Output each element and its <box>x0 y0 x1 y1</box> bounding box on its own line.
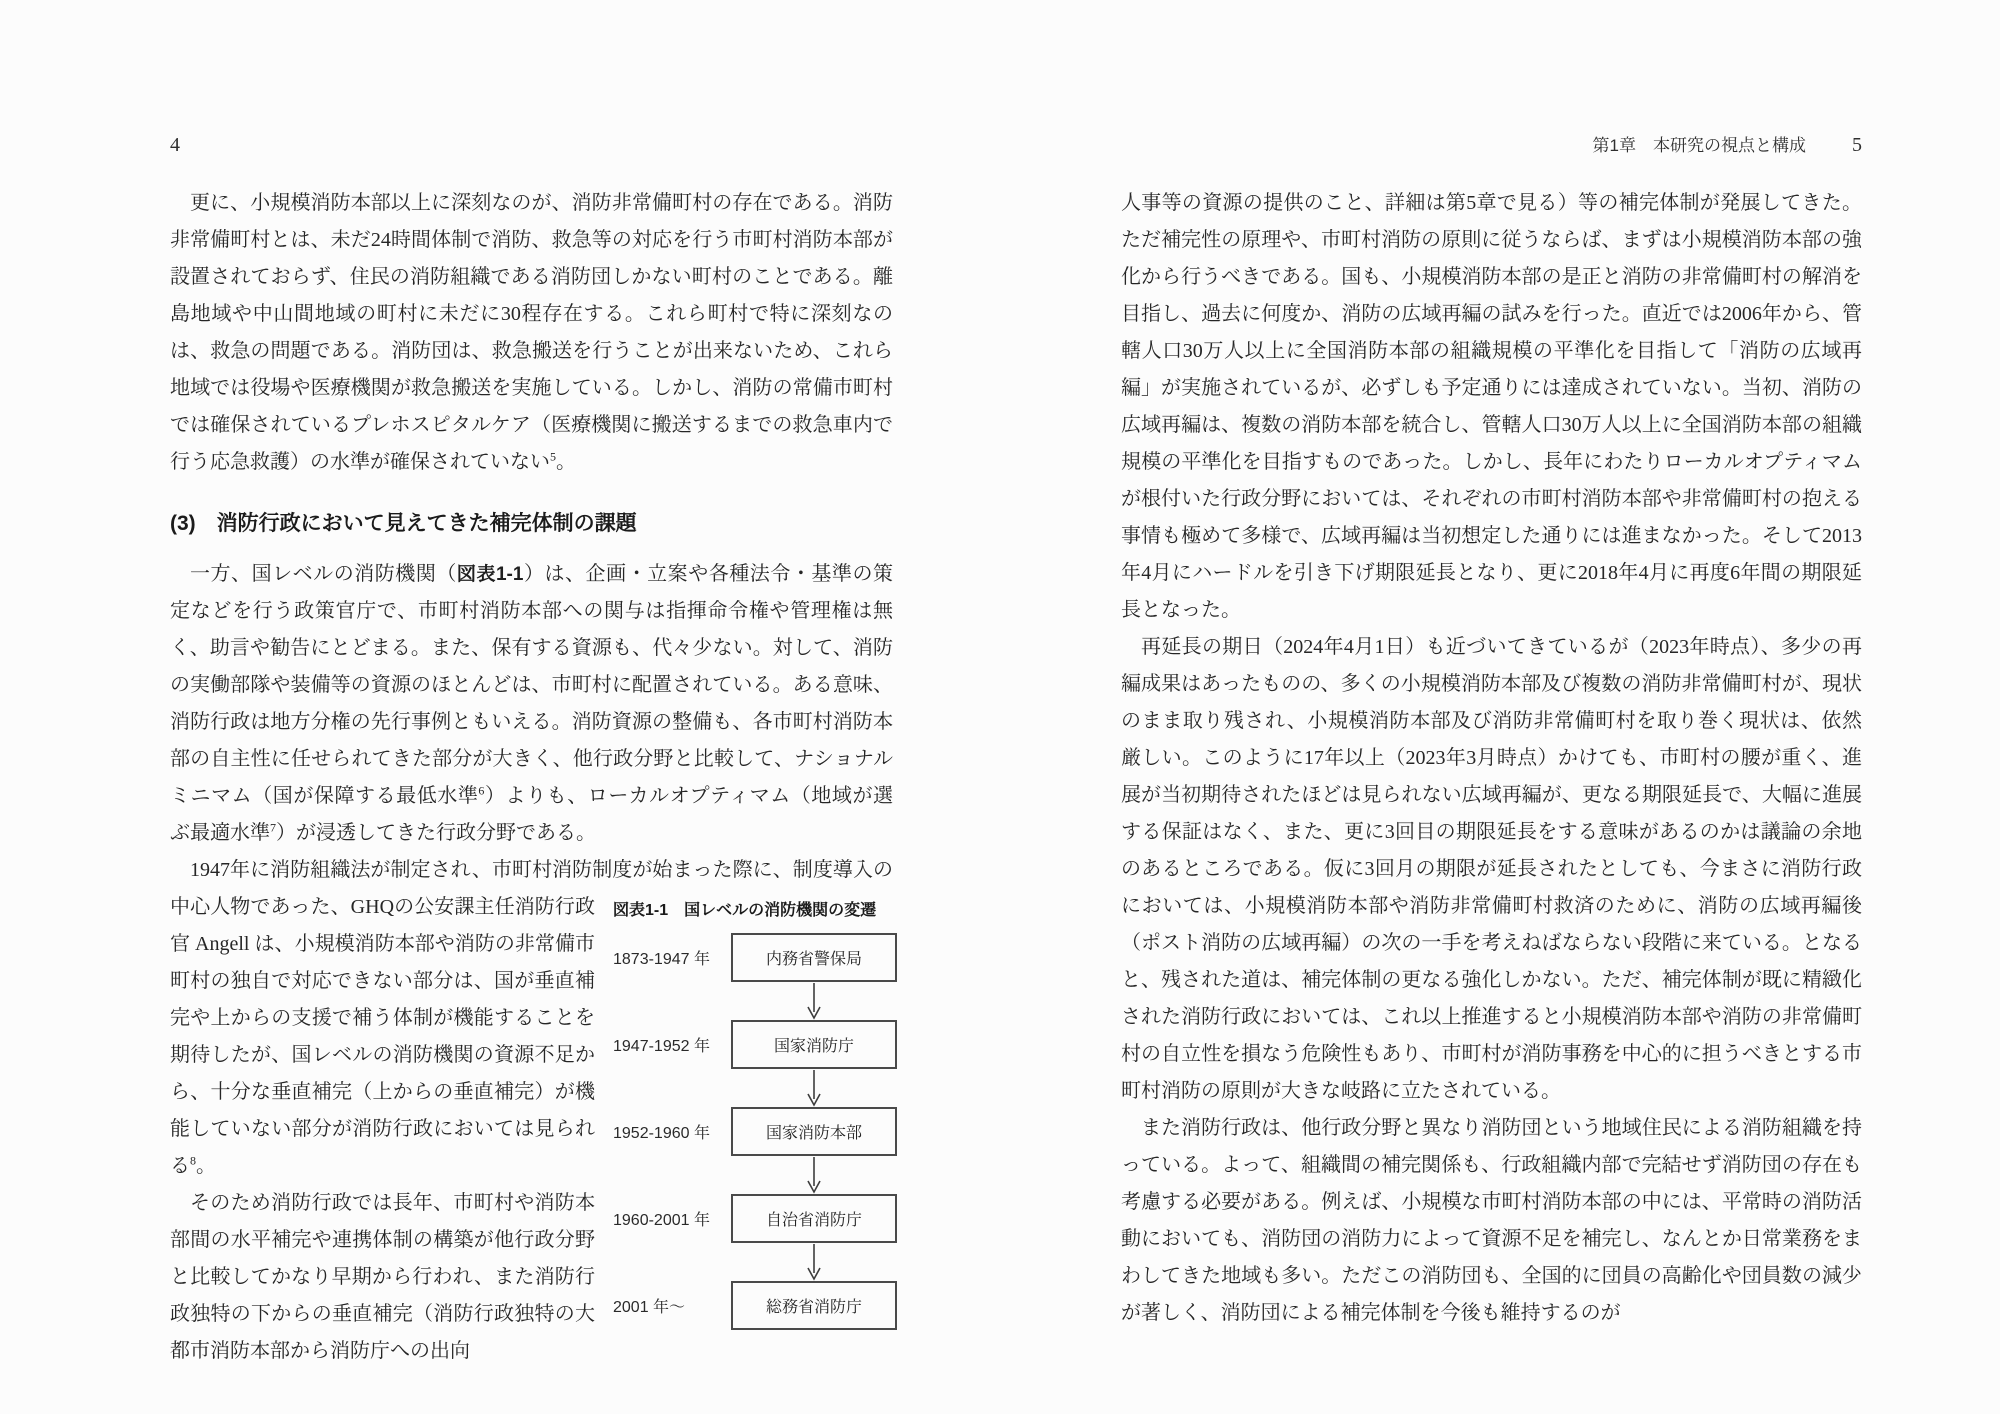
footnote-ref: 6 <box>478 783 485 798</box>
page-number-left: 4 <box>170 134 180 156</box>
figure-timeline-row <box>613 933 905 982</box>
organization-box: 自治省消防庁 <box>731 1194 897 1243</box>
footnote-ref: 7 <box>270 820 276 835</box>
section-heading: (3) 消防行政において見えてきた補完体制の課題 <box>170 512 637 535</box>
figure-timeline-row <box>613 1107 905 1156</box>
period-label: 1952-1960 年 <box>613 1125 710 1142</box>
paragraph-deadline-extension: 再延長の期日（2024年4月1日）も近づいてきているが（2023年時点）、多少の再編成果はあったものの、多くの小規模消防本部及び複数の消防非常備町村が、現状のまま取り残され、小規模消防本部及び消防非常備町村を取り巻く現状は、依然厳しい。このように17年以上（2023年3月時点）かけても、市町村の腰が重く、進展が当初期待されたほどは見られない広域再編が、更なる期限延長で、大幅に進展する保証はなく、また、更に3回目の期限延長をする意味があるのかは議論の余地のあるところである。仮に3回月の期限が延長されたとしても、今まさに消防行政においては、小規模消防本部や消防非常備町村救済のために、消防の広域再編後（ポスト消防の広域再編）の次の一手を考えねばならない段階に来ている。となると、残された道は、補完体制の更なる強化しかない。ただ、補完体制が既に精緻化された消防行政においては、これ以上推進すると小規模消防本部や消防の非常備町村の自立性を損なう危険性もあり、市町村が消防事務を中心的に担うべきとする市町村消防の原則が大きな岐路に立たされている。 <box>1121 636 1862 1102</box>
footnote-ref: 8 <box>190 1153 196 1168</box>
figure-title: 図表1-1 国レベルの消防機関の変遷 <box>613 902 877 919</box>
paragraph-national-fire-agency: 一方、国レベルの消防機関（図表1-1）は、企画・立案や各種法令・基準の策定などを行う政策官庁で、市町村消防本部への関与は指揮命令権や管理権は無く、助言や勧告にとどまる。また、保有する資源も、代々少ない。対して、消防の実働部隊や装備等の資源のほとんどは、市町村に配置されている。ある意味、消防行政は地方分権の先行事例ともいえる。消防資源の整備も、各市町村消防本部の自主性に任せられてきた部分が大きく、他行政分野と比較して、ナショナルミニマム（国が保障する最低水準$^6$）よりも、ローカルオプティマム（地域が選ぶ最適水準$^7$）が浸透してきた行政分野である。 <box>170 563 894 844</box>
paragraph-unserved-villages: 更に、小規模消防本部以上に深刻なのが、消防非常備町村の存在である。消防非常備町村とは、未だ24時間体制で消防、救急等の対応を行う市町村消防本部が設置されておらず、住民の消防組織である消防団しかない町村のことである。離島地域や中山間地域の町村に未だに30程存在する。これら町村で特に深刻なのは、救急の問題である。消防団は、救急搬送を行うことが出来ないため、これら地域では役場や医療機関が救急搬送を実施している。しかし、消防の常備市町村では確保されているプレホスピタルケア（医療機関に搬送するまでの救急車内で行う応急救護）の水準が確保されていない$^5$。 <box>170 192 893 473</box>
period-label: 1873-1947 年 <box>613 951 710 968</box>
period-label: 1947-1952 年 <box>613 1038 710 1055</box>
organization-box: 内務省警保局 <box>731 933 897 982</box>
period-label: 2001 年〜 <box>613 1299 686 1316</box>
down-arrow-icon <box>806 1156 905 1194</box>
page-left <box>170 132 893 1370</box>
running-header <box>1121 132 1862 158</box>
figure-timeline-row <box>613 1194 905 1243</box>
paragraph-horizontal-complementarity: そのため消防行政では長年、市町村や消防本部間の水平補完や連携体制の構築が他行政分野と比較してかなり早期から行われ、また消防行政独特の下からの垂直補完（消防行政独特の大都市消防本部から消防庁への出向 <box>170 1192 595 1362</box>
period-label: 1960-2001 年 <box>613 1212 710 1229</box>
page-number-right: 5 <box>1852 134 1862 156</box>
organization-box: 総務省消防庁 <box>731 1281 897 1330</box>
figure-timeline-row <box>613 1020 905 1069</box>
organization-box: 国家消防本部 <box>731 1107 897 1156</box>
footnote-ref: 5 <box>550 449 556 464</box>
chapter-header-title: 第1章 本研究の視点と構成 <box>1592 136 1806 155</box>
paragraph-volunteer-fire-corps: また消防行政は、他行政分野と異なり消防団という地域住民による消防組織を持っている。よって、組織間の補完関係も、行政組織内部で完結せず消防団の存在も考慮する必要がある。例えば、小規模な市町村消防本部の中には、平常時の消防活動においても、消防団の消防力によって資源不足を補完し、なんとか日常業務をまわしてきた地域も多い。ただこの消防団も、全国的に団員の高齢化や団員数の減少が著しく、消防団による補完体制を今後も維持するのが <box>1121 1117 1862 1324</box>
figure-timeline-row <box>613 1281 905 1330</box>
down-arrow-icon <box>806 982 905 1020</box>
right-body-text <box>1121 185 1862 1332</box>
paragraph-1947-fire-organization-act: 1947年に消防組織法が制定され、市町村消防制度が始まった際に、制度導 図表1-1 国レベルの消防機関の変遷 1873-1947 年 内務省警保局 1947-1952 年 国家消防庁 1952-1960 年 国家消防本部 1960-2001 年 自治省消防庁 2001 年〜 総務省消防庁 入の中心人物であった、GHQの公安課主任消防行政官 Angell は、小規模消防本部や消防の非常備市町村の独自で対応できない部分は、国が垂直補完や上からの支援で補う体制が機能することを期待したが、国レベルの消防機関の資源不足から、十分な垂直補完（上からの垂直補完）が機能していない部分が消防行政においては見られる$^8$。 <box>170 852 893 1185</box>
page-header-left <box>170 132 893 158</box>
figure-reference: 図表1-1 <box>456 564 524 585</box>
down-arrow-icon <box>806 1243 905 1281</box>
figure-1-1 <box>613 897 905 1330</box>
organization-box: 国家消防庁 <box>731 1020 897 1069</box>
paragraph-wide-area-reorganization: 人事等の資源の提供のこと、詳細は第5章で見る）等の補完体制が発展してきた。ただ補完性の原理や、市町村消防の原則に従うならば、まずは小規模消防本部の強化から行うべきである。国も、小規模消防本部の是正と消防の非常備町村の解消を目指し、過去に何度か、消防の広域再編の試みを行った。直近では2006年から、管轄人口30万人以上に全国消防本部の組織規模の平準化を目指して「消防の広域再編」が実施されているが、必ずしも予定通りには達成されていない。当初、消防の広域再編は、複数の消防本部を統合し、管轄人口30万人以上に全国消防本部の組織規模の平準化を目指すものであった。しかし、長年にわたりローカルオプティマムが根付いた行政分野においては、それぞれの市町村消防本部や非常備町村の抱える事情も極めて多様で、広域再編は当初想定した通りには進まなかった。そして2013年4月にハードルを引き下げ期限延長となり、更に2018年4月に再度6年間の期限延長となった。 <box>1121 192 1862 621</box>
page-right <box>1121 132 1862 1332</box>
down-arrow-icon <box>806 1069 905 1107</box>
left-body-text <box>170 185 893 1370</box>
